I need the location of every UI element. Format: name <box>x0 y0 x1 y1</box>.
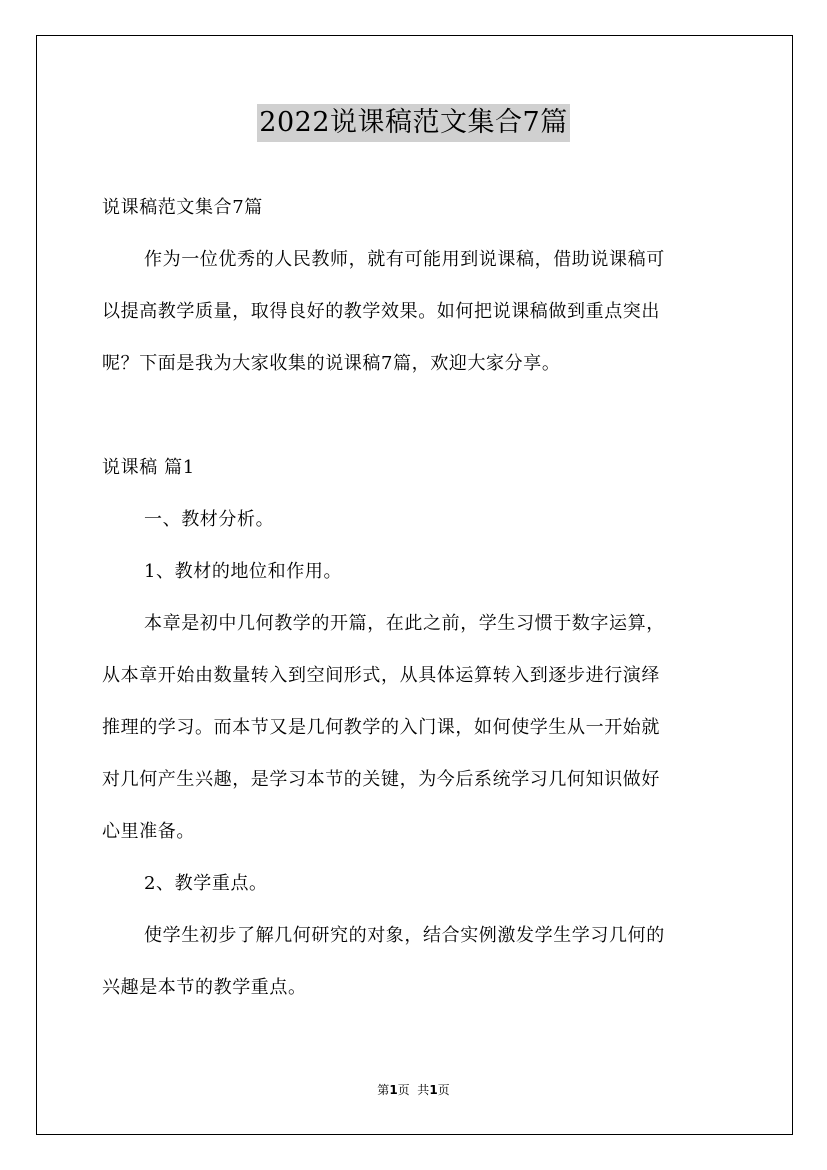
paragraph-1-line-1: 本章是初中几何教学的开篇，在此之前，学生习惯于数字运算， <box>144 613 665 634</box>
paragraph-2-line-2: 兴趣是本节的教学重点。 <box>102 977 307 998</box>
page-current: 1 <box>389 1083 398 1097</box>
item-status-and-role: 1、教材的地位和作用。 <box>144 561 343 582</box>
section-heading: 说课稿 篇1 <box>102 457 195 478</box>
page-label-mid: 页 共 <box>397 1083 430 1097</box>
document-title: 2022说课稿范文集合7篇 <box>257 104 569 142</box>
page-label-prefix: 第 <box>377 1083 390 1097</box>
page-footer <box>0 1082 827 1098</box>
paragraph-1-line-2: 从本章开始由数量转入到空间形式，从具体运算转入到逐步进行演绎 <box>102 665 660 686</box>
intro-line-3: 呢？下面是我为大家收集的说课稿7篇，欢迎大家分享。 <box>102 353 561 374</box>
paragraph-1-line-4: 对几何产生兴趣，是学习本节的关键，为今后系统学习几何知识做好 <box>102 769 660 790</box>
page-label-suffix: 页 <box>437 1083 450 1097</box>
paragraph-2-line-1: 使学生初步了解几何研究的对象，结合实例激发学生学习几何的 <box>144 925 665 946</box>
document-title-wrapper <box>0 104 827 142</box>
document-body <box>102 182 726 1014</box>
intro-line-2: 以提高教学质量，取得良好的教学效果。如何把说课稿做到重点突出 <box>102 301 660 322</box>
blank-line <box>102 390 726 442</box>
paragraph-1-line-5: 心里准备。 <box>102 821 195 842</box>
page-total: 1 <box>429 1083 438 1097</box>
item-teaching-material-analysis: 一、教材分析。 <box>144 509 275 530</box>
paragraph-1-line-3: 推理的学习。而本节又是几何教学的入门课，如何使学生从一开始就 <box>102 717 660 738</box>
document-subtitle: 说课稿范文集合7篇 <box>102 197 263 218</box>
item-teaching-focus: 2、教学重点。 <box>144 873 268 894</box>
intro-line-1: 作为一位优秀的人民教师，就有可能用到说课稿，借助说课稿可 <box>144 249 665 270</box>
